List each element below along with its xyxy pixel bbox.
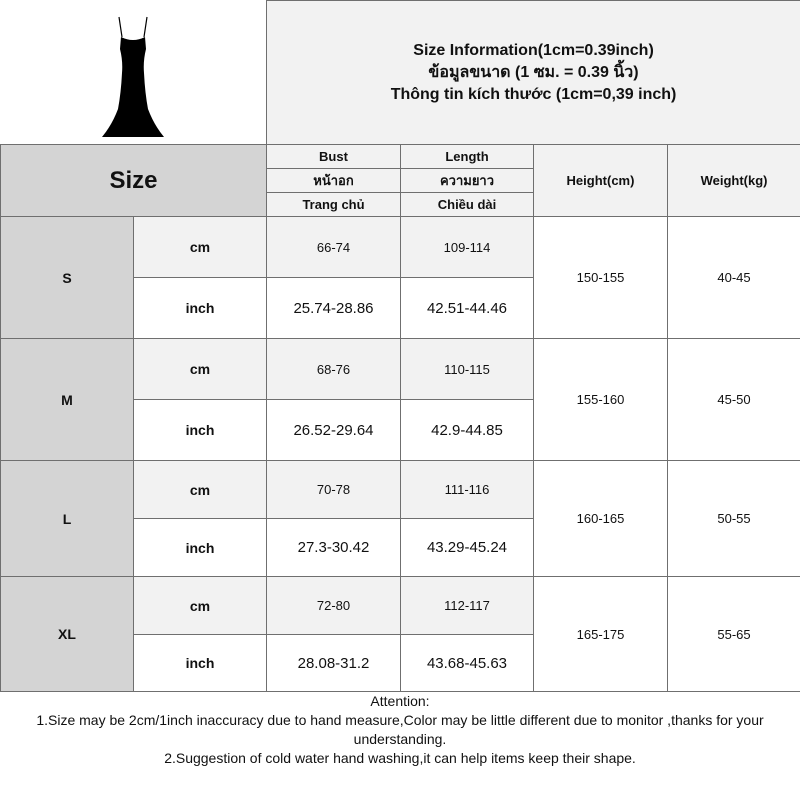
unit-inch: inch	[134, 519, 267, 577]
length-cm: 111-116	[401, 461, 534, 519]
height-value: 165-175	[534, 577, 668, 692]
bust-header-en: Bust	[267, 145, 401, 169]
size-label: XL	[1, 577, 134, 692]
height-header: Height(cm)	[534, 145, 668, 217]
attention-heading: Attention:	[370, 693, 430, 709]
length-inch: 42.51-44.46	[401, 278, 534, 339]
length-inch: 42.9-44.85	[401, 400, 534, 461]
length-inch: 43.68-45.63	[401, 635, 534, 692]
size-info-title	[267, 1, 800, 145]
unit-cm: cm	[134, 461, 267, 519]
attention-note-2: 2.Suggestion of cold water hand washing,it can help items keep their shape.	[164, 750, 636, 766]
attention-note-1-continued: understanding.	[353, 731, 447, 747]
unit-inch: inch	[134, 278, 267, 339]
title-vietnamese: Thông tin kích thước (1cm=0,39 inch)	[390, 85, 677, 103]
unit-cm: cm	[134, 217, 267, 278]
size-label: S	[1, 217, 134, 339]
table-row	[1, 461, 800, 519]
height-value: 160-165	[534, 461, 668, 577]
attention-notes	[0, 692, 800, 768]
table-row	[1, 217, 800, 278]
weight-value: 40-45	[668, 217, 800, 339]
attention-note-1: 1.Size may be 2cm/1inch inaccuracy due to hand measure,Color may be little different due to monitor ,thanks for your	[36, 712, 764, 728]
bust-header-th: หน้าอก	[267, 169, 401, 193]
unit-inch: inch	[134, 635, 267, 692]
length-header-vi: Chiều dài	[401, 193, 534, 217]
dress-icon	[66, 13, 202, 143]
unit-inch: inch	[134, 400, 267, 461]
height-value: 150-155	[534, 217, 668, 339]
unit-cm: cm	[134, 577, 267, 635]
length-cm: 112-117	[401, 577, 534, 635]
length-header-th: ความยาว	[401, 169, 534, 193]
size-label: L	[1, 461, 134, 577]
length-inch: 43.29-45.24	[401, 519, 534, 577]
title-thai: ข้อมูลขนาด (1 ซม. = 0.39 นิ้ว)	[428, 63, 639, 81]
bust-cm: 66-74	[267, 217, 401, 278]
bust-cm: 68-76	[267, 339, 401, 400]
bust-cm: 70-78	[267, 461, 401, 519]
weight-header: Weight(kg)	[668, 145, 800, 217]
size-header: Size	[1, 145, 267, 217]
product-photo	[1, 1, 267, 145]
size-label: M	[1, 339, 134, 461]
weight-value: 45-50	[668, 339, 800, 461]
unit-cm: cm	[134, 339, 267, 400]
title-english: Size Information(1cm=0.39inch)	[413, 41, 654, 59]
length-cm: 110-115	[401, 339, 534, 400]
table-row	[1, 339, 800, 400]
table-row	[1, 577, 800, 635]
bust-inch: 27.3-30.42	[267, 519, 401, 577]
bust-inch: 25.74-28.86	[267, 278, 401, 339]
weight-value: 55-65	[668, 577, 800, 692]
bust-header-vi: Trang chủ	[267, 193, 401, 217]
bust-inch: 28.08-31.2	[267, 635, 401, 692]
bust-cm: 72-80	[267, 577, 401, 635]
length-cm: 109-114	[401, 217, 534, 278]
bust-inch: 26.52-29.64	[267, 400, 401, 461]
weight-value: 50-55	[668, 461, 800, 577]
height-value: 155-160	[534, 339, 668, 461]
length-header-en: Length	[401, 145, 534, 169]
